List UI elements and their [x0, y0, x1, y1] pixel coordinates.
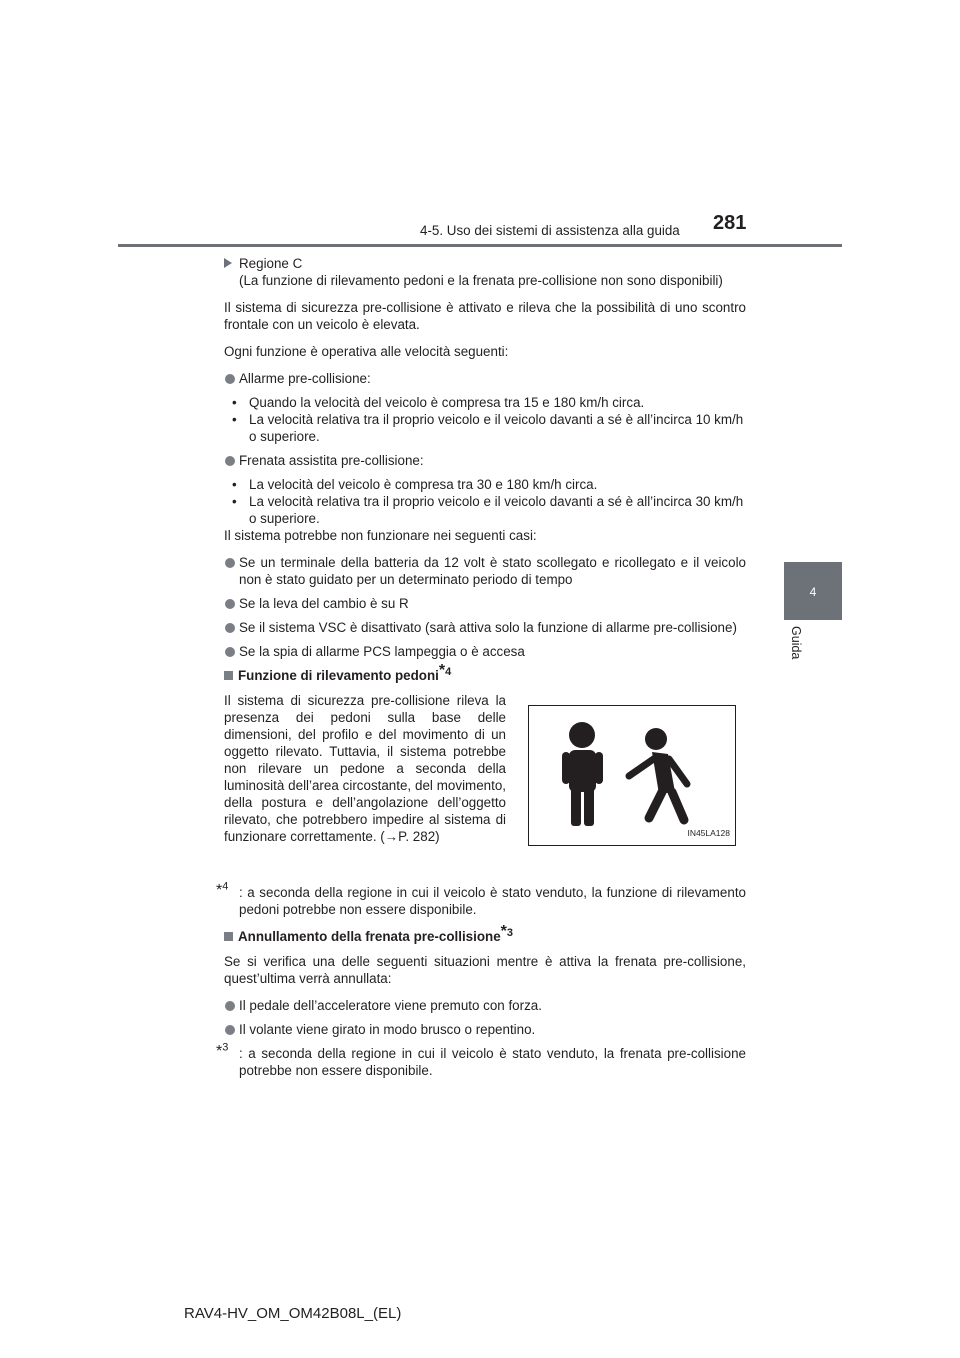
- speeds-intro: Ogni funzione è operativa alle velocità seguenti:: [224, 344, 509, 359]
- list-item: • Quando la velocità del veicolo è compresa tra 15 e 180 km/h circa.: [232, 395, 645, 410]
- region-note: (La funzione di rilevamento pedoni e la frenata pre-collisione non sono disponibili): [239, 273, 723, 288]
- list-item: Se la spia di allarme PCS lampeggia o è accesa: [224, 643, 746, 660]
- not-working-intro: Il sistema potrebbe non funzionare nei seguenti casi:: [224, 528, 537, 543]
- list-item: • La velocità relativa tra il proprio veicolo e il veicolo davanti a sé è all’incirca 10 km/h o superiore.: [232, 412, 744, 444]
- bullet-dot-icon: [225, 1001, 235, 1011]
- pedestrian-heading: Funzione di rilevamento pedoni$^{*4}$: [224, 667, 746, 684]
- pedestrian-block: [224, 692, 746, 878]
- walking-pedestrian-icon: [629, 728, 687, 820]
- page-content: [216, 255, 746, 1089]
- intro-paragraph: Il sistema di sicurezza pre-collisione è attivato e rileva che la possibilità di uno scontro frontale con un veicolo è elevata.: [224, 300, 746, 332]
- alarm-conditions: [224, 394, 746, 445]
- bullet-dot-icon: [225, 599, 235, 609]
- bullet-dot-icon: [225, 374, 235, 384]
- bullet-dot-icon: [225, 647, 235, 657]
- square-bullet-icon: [224, 671, 233, 680]
- standing-pedestrian-icon: [562, 722, 603, 826]
- region-title: Regione C: [239, 256, 303, 271]
- chapter-label: Guida: [789, 626, 803, 660]
- braking-bullet: Frenata assistita pre-collisione:: [224, 452, 746, 469]
- cancel-footnote: *$^3$ : a seconda della regione in cui il veicolo è stato venduto, la frenata pre-collisione potrebbe non essere disponibile.: [216, 1041, 746, 1078]
- list-item: Il pedale dell’acceleratore viene premuto con forza.: [224, 997, 746, 1014]
- bullet-dot-icon: [225, 623, 235, 633]
- pedestrian-footnote: *$^4$ : a seconda della regione in cui il veicolo è stato venduto, la funzione di rilevamento pedoni potrebbe non essere disponibile.: [216, 880, 746, 917]
- figure-code: IN45LA128: [687, 828, 730, 838]
- triangle-bullet-icon: [224, 258, 232, 268]
- list-item: Il volante viene girato in modo brusco o repentino.: [224, 1021, 746, 1038]
- bullet-dot-icon: [225, 456, 235, 466]
- alarm-bullet: Allarme pre-collisione:: [224, 370, 746, 387]
- braking-conditions: [224, 476, 746, 527]
- bullet-dot-icon: [225, 558, 235, 568]
- document-code: RAV4-HV_OM_OM42B08L_(EL): [184, 1305, 402, 1322]
- bullet-dot-icon: [225, 1025, 235, 1035]
- list-item: Se la leva del cambio è su R: [224, 595, 746, 612]
- square-bullet-icon: [224, 932, 233, 941]
- pedestrian-figure: [528, 705, 736, 846]
- section-title: 4-5. Uso dei sistemi di assistenza alla guida: [420, 223, 680, 238]
- list-item: • La velocità del veicolo è compresa tra 30 e 180 km/h circa.: [232, 477, 598, 492]
- chapter-tab: [784, 562, 842, 620]
- header-divider: [118, 244, 842, 247]
- cancel-intro: Se si verifica una delle seguenti situazioni mentre è attiva la frenata pre-collisione, quest’ultima verrà annullata:: [224, 954, 746, 986]
- list-item: • La velocità relativa tra il proprio veicolo e il veicolo davanti a sé è all’incirca 30 km/h o superiore.: [232, 494, 744, 526]
- region-block: [224, 255, 746, 289]
- pedestrian-text: Il sistema di sicurezza pre-collisione rileva la presenza dei pedoni sulla base delle dimensioni, del profilo e del movimento di un oggetto rilevato. Tuttavia, il sistema potrebbe non rilevare un pedone a seconda della luminosità dell’area circostante, del movimento, della postura e dell’angolazione dell’oggetto rilevato, che potrebbero impedire al sistema di funzionare correttamente. (→P. 282): [224, 693, 506, 844]
- page-number: 281: [713, 212, 747, 234]
- list-item: Se il sistema VSC è disattivato (sarà attiva solo la funzione di allarme pre-collisione): [224, 619, 746, 636]
- chapter-number: 4: [809, 585, 817, 599]
- cancel-heading: Annullamento della frenata pre-collisione$^{*3}$: [224, 928, 746, 945]
- list-item: Se un terminale della batteria da 12 volt è stato scollegato e ricollegato e il veicolo non è stato guidato per un determinato periodo di tempo: [224, 554, 746, 588]
